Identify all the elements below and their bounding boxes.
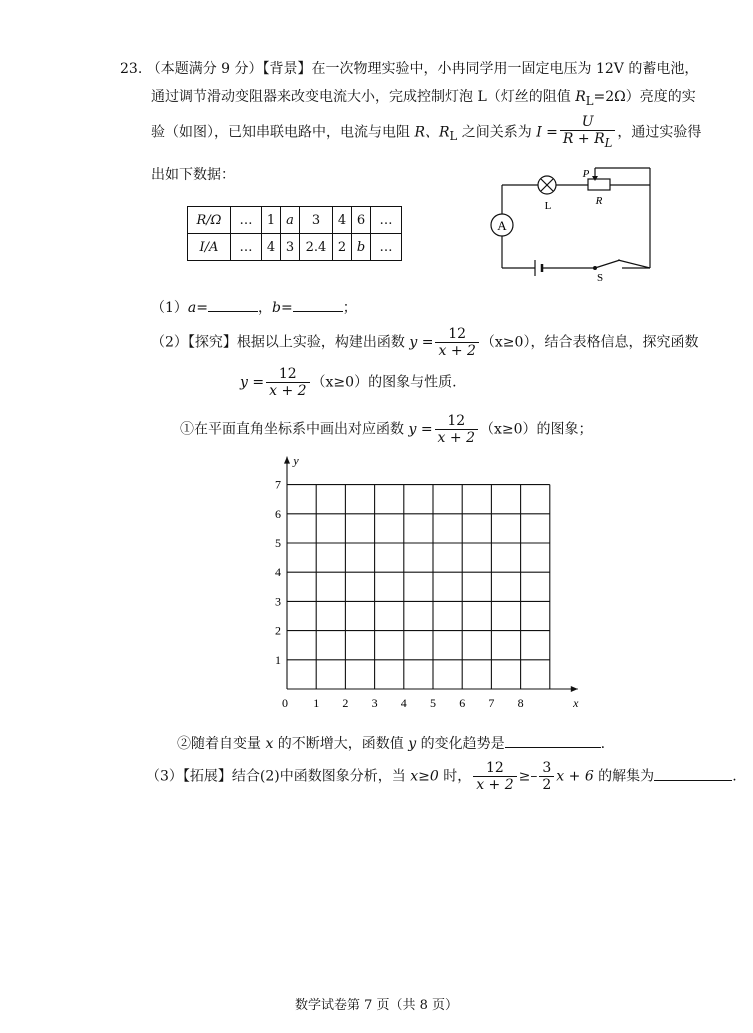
table-cell: 3 [281,234,300,261]
part2-line-2 [240,366,457,399]
rl-value: =2Ω）亮度的实 [593,89,696,105]
y-tick-label: 6 [275,506,281,521]
y-equals: y = [408,421,433,438]
part2-line-1 [151,326,698,359]
inequality-lhs [473,760,516,793]
rhs-fraction [539,760,554,793]
function-fraction [435,413,478,446]
intro-text-3d: 之间关系为 [457,124,537,141]
part1-sep: ， [258,300,272,316]
sub2-end: . [600,736,606,752]
sub2-text-a: ②随着自变量 [177,736,266,752]
part1-label: （1） [151,300,188,316]
rl-subscript: L [585,93,594,108]
ohm-numerator: U [560,114,615,131]
sub2-text-b: 的不断增大，函数值 [273,736,409,752]
fraction-numerator: 12 [435,326,478,343]
intro-text-1: 在一次物理实验中，小冉同学用一固定电压为 12V 的蓄电池， [311,61,699,77]
y-tick-label: 1 [275,652,281,667]
y-tick-label: 5 [275,536,281,550]
fraction-numerator: 12 [266,366,309,383]
formula-lhs: I = [536,124,558,141]
table-row-current [188,234,402,261]
sub1-text-b: 的图象； [536,421,593,438]
fraction-denominator: x + 2 [437,430,475,446]
part2-line2-tail: 的图象与性质. [368,374,457,391]
inequality-op: ≥– [518,768,538,785]
coordinate-grid[interactable] [262,455,582,715]
table-cell: 4 [333,207,352,234]
y-tick-label: 4 [275,565,281,580]
ohm-denominator: $R + R_L$ [562,131,613,150]
part2-label: （2） [151,334,188,351]
x-tick-label: 0 [282,696,288,710]
lhs-numerator: 12 [473,760,516,777]
answer-blank-trend[interactable] [505,733,601,748]
domain-text: （x≥0） [311,374,369,391]
rhs-numerator: 3 [539,760,554,777]
question-line-2 [151,86,696,108]
x-axis-label: x [573,696,579,710]
question-line-1 [120,58,698,78]
circuit-diagram [480,160,660,285]
table-cell: a [281,207,300,234]
lamp-label: L [544,200,552,212]
resistor-symbols: R、R [414,124,450,141]
rhs-denominator: 2 [542,777,552,793]
x-tick-label: 3 [371,696,378,710]
answer-blank-a[interactable] [208,297,258,312]
y-equals: y = [240,374,265,391]
part1-end: ； [342,300,357,316]
table-cell: b [352,234,371,261]
answer-blank-solution[interactable] [654,766,732,781]
part3-text-c: 的解集为 [593,768,655,785]
x-axis-arrow [571,686,578,692]
table-cell: 1 [262,207,281,234]
fraction-numerator: 12 [435,413,478,430]
y-axis-label: y [293,455,299,468]
switch-label: S [596,272,604,284]
page-footer: 数学试卷第 7 页（共 8 页） [294,998,459,1013]
table-row-resistance [188,207,402,234]
sub2-text-c: 的变化趋势是 [416,736,505,752]
resistor-sub: L [449,129,458,144]
question-line-3 [151,114,701,151]
domain-text: （x≥0） [479,421,537,438]
sub2-x: x [265,736,274,752]
rhs-tail: x + 6 [556,768,594,785]
part3-label: （3） [146,768,183,785]
rl-symbol: R [575,89,586,105]
data-table [187,206,402,261]
y-axis-arrow [284,457,290,464]
y-tick-label: 3 [275,594,281,609]
intro-text-3a: 验（如图），已知串联电路中，电流与电阻 [151,124,415,141]
y-tick-label: 2 [275,623,281,638]
explore-tag: 【探究】 [187,334,237,351]
table-cell: I/A [188,234,231,261]
fraction-denominator: x + 2 [269,383,307,399]
battery-symbol [535,260,542,276]
x-tick-label: 5 [430,696,436,710]
slider-label: P [582,168,590,180]
question-line-4: 出如下数据： [151,167,235,183]
x-tick-label: 1 [313,696,320,710]
part3-text-a: 结合(2)中函数图象分析，当 [231,768,411,785]
y-equals: y = [409,334,434,351]
resistor-label: R [595,195,603,207]
part2-sub2 [177,733,605,753]
table-cell: … [231,207,262,234]
answer-blank-b[interactable] [293,297,343,312]
table-cell: 2 [333,234,352,261]
background-tag: 【背景】 [262,61,312,77]
extend-tag: 【拓展】 [182,768,232,785]
part1-line [151,297,357,317]
part3-text-b: 时， [438,768,472,785]
part1-b: b= [272,300,293,316]
part1-a: a= [187,300,208,316]
fraction-denominator: x + 2 [438,343,476,359]
part3-end: . [732,768,737,785]
intro-text-2: 通过调节滑动变阻器来改变电流大小，完成控制灯泡 L（灯丝的阻值 [151,89,576,105]
question-number: 23. [120,61,143,77]
table-cell: 3 [300,207,333,234]
table-cell: 4 [262,234,281,261]
lhs-denominator: x + 2 [476,777,514,793]
function-fraction [266,366,309,399]
x-tick-label: 6 [459,696,466,710]
domain-text: （x≥0） [480,334,531,351]
table-cell: R/Ω [188,207,231,234]
ohm-law-fraction [560,114,615,151]
part2-text-b: ，结合表格信息，探究函数 [530,334,699,351]
x-tick-label: 7 [488,696,495,710]
x-tick-label: 2 [342,696,349,710]
question-meta: （本题满分 9 分） [146,61,263,77]
table-cell: 6 [352,207,371,234]
table-cell: … [231,234,262,261]
intro-text-3e: ，通过实验得 [617,124,702,141]
part2-text-a: 根据以上实验，构建出函数 [236,334,410,351]
function-fraction [435,326,478,359]
lamp-symbol [538,176,556,194]
x-tick-label: 4 [400,696,407,710]
switch-symbol [593,260,620,270]
rheostat-symbol [588,179,610,190]
part2-sub1 [180,413,593,446]
part3-line [146,760,737,793]
table-cell: 2.4 [300,234,333,261]
table-cell: … [371,234,402,261]
ammeter-label: A [497,218,507,233]
sub1-text-a: ①在平面直角坐标系中画出对应函数 [180,421,409,438]
y-tick-label: 7 [275,477,281,492]
part3-condition: x≥0 [410,768,439,785]
x-tick-label: 8 [517,696,524,710]
sub2-y: y [408,736,417,752]
table-cell: … [371,207,402,234]
